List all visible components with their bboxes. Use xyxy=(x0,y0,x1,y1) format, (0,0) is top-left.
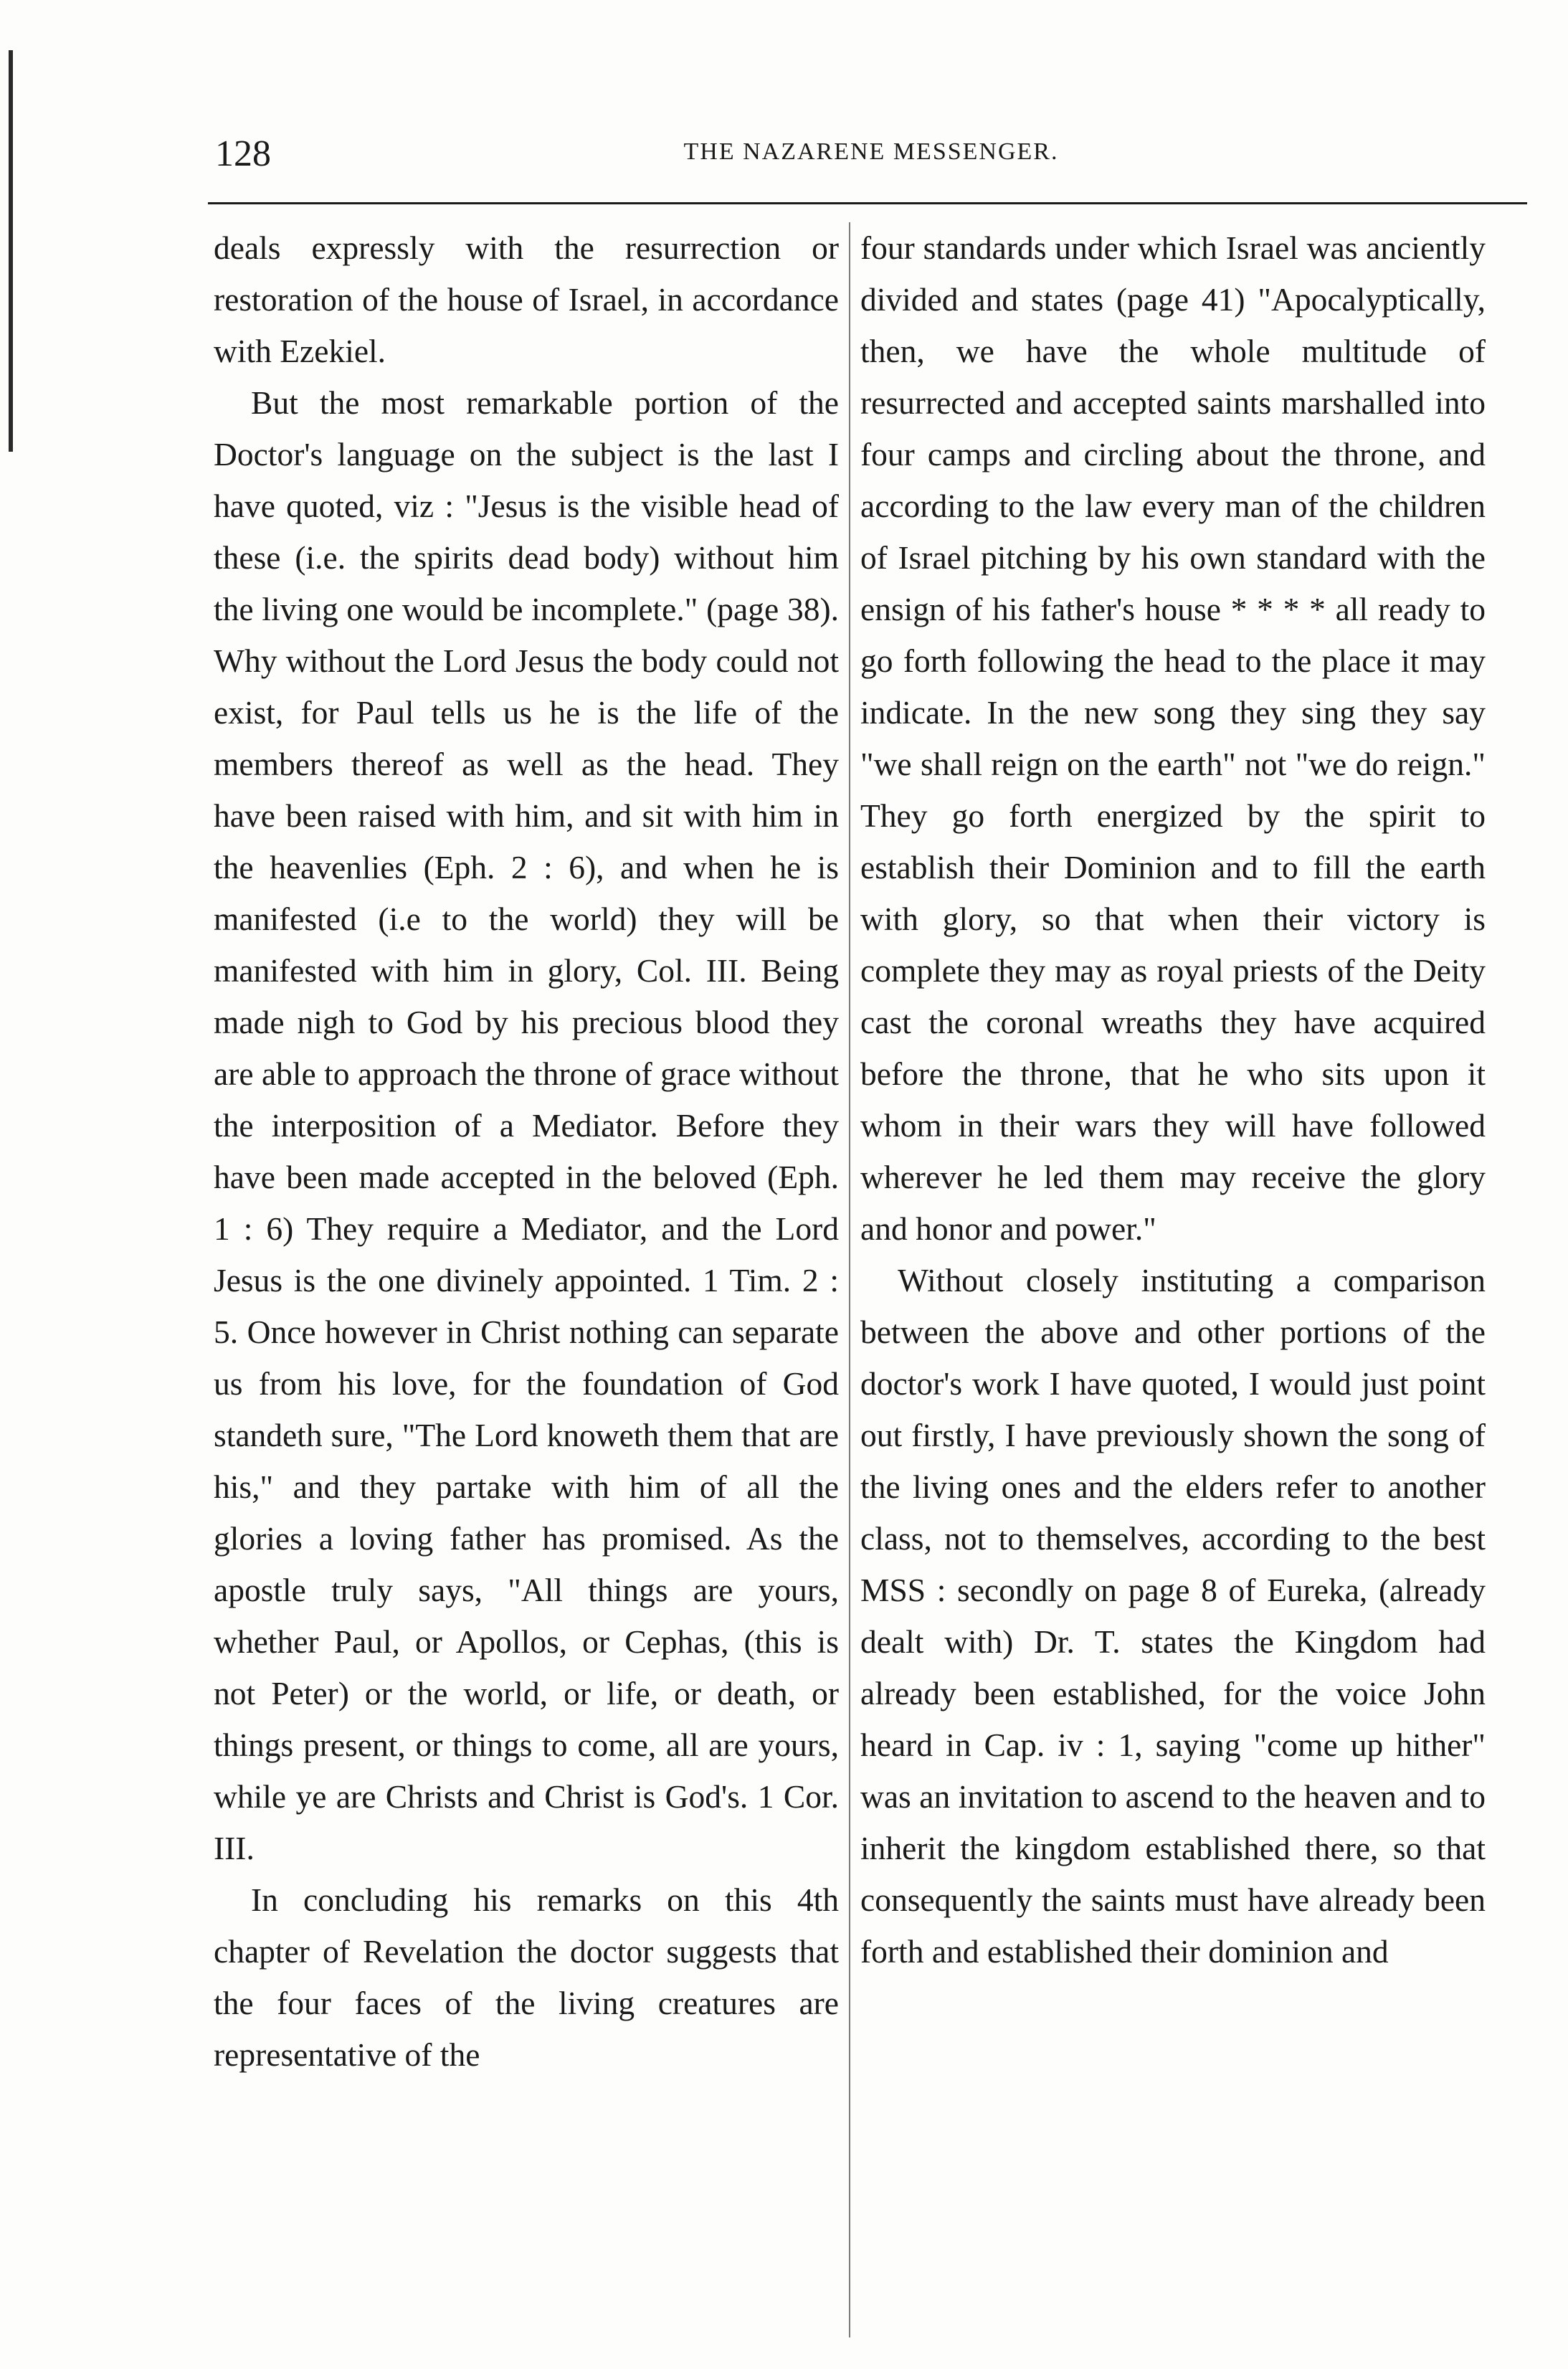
page-number: 128 xyxy=(215,133,271,174)
left-column xyxy=(214,222,839,2366)
column-divider xyxy=(849,222,850,2337)
binding-edge-mark xyxy=(9,50,13,452)
left-paragraph-3: In concluding his remarks on this 4th chapter of Revelation the doctor suggests that the four faces of the living creatures are representative of the xyxy=(214,1881,839,2073)
right-paragraph-2: Without closely instituting a comparison between the above and other portions of the doctor's work I have quoted, I would just point out firstly, I have previously shown the song of the living ones and the elders refer to another class, not to themselves, according to the best MSS : secondly on page 8 of Eureka, (already dealt with) Dr. T. states the Kingdom had already been established, for the voice John heard in Cap. iv : 1, saying "come up hither" was an invitation to ascend to the heaven and to inherit the kingdom established there, so that consequently the saints must have already been forth and established their dominion and xyxy=(860,1262,1486,1970)
header-rule xyxy=(208,202,1527,204)
right-column xyxy=(860,222,1486,2366)
left-paragraph-1: deals expressly with the resurrection or restoration of the house of Israel, in accordance with Ezekiel. xyxy=(214,229,839,369)
running-title: THE NAZARENE MESSENGER. xyxy=(683,138,1059,165)
page-header xyxy=(215,133,1527,176)
left-paragraph-2: But the most remarkable portion of the Doctor's language on the subject is the last I have quoted, viz : "Jesus is the visible head of these (i.e. the spirits dead body) without him the living one would be incomplete." (page 38). Why without the Lord Jesus the body could not exist, for Paul tells us he is the life of the members thereof as well as the head. They have been raised with him, and sit with him in the heavenlies (Eph. 2 : 6), and when he is manifested (i.e to the world) they will be manifested with him in glory, Col. III. Being made nigh to God by his precious blood they are able to approach the throne of grace without the interposition of a Mediator. Before they have been made accepted in the beloved (Eph. 1 : 6) They require a Mediator, and the Lord Jesus is the one divinely appointed. 1 Tim. 2 : 5. Once however in Christ nothing can separate us from his love, for the foundation of God standeth sure, "The Lord knoweth them that are his," and they partake with him of all the glories a loving father has promised. As the apostle truly says, "All things are yours, whether Paul, or Apollos, or Cephas, (this is not Peter) or the world, or life, or death, or things present, or things to come, all are yours, while ye are Christs and Christ is God's. 1 Cor. III. xyxy=(214,384,839,1866)
right-paragraph-1: four standards under which Israel was anciently divided and states (page 41) "Apocalyptically, then, we have the whole multitude of resurrected and accepted saints marshalled into four camps and circling about the throne, and according to the law every man of the children of Israel pitching by his own standard with the ensign of his father's house * * * * all ready to go forth following the head to the place it may indicate. In the new song they sing they say "we shall reign on the earth" not "we do reign." They go forth energized by the spirit to establish their Dominion and to fill the earth with glory, so that when their victory is complete they may as royal priests of the Deity cast the coronal wreaths they have acquired before the throne, that he who sits upon it whom in their wars they will have followed wherever he led them may receive the glory and honor and power." xyxy=(860,229,1486,1247)
